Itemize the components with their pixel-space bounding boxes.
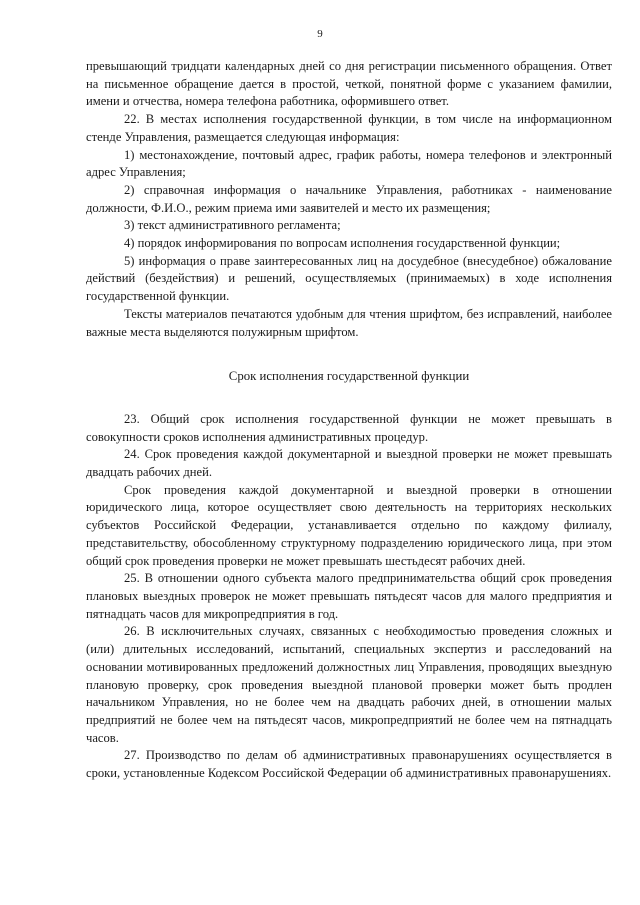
paragraph-continuation: превышающий тридцати календарных дней со дня регистрации письменного обращения. Ответ на письменное обращение дается в простой, четкой, понятной форме с указанием фамилии, имени и отчества, номера телефона работника, оформившего ответ. [86, 59, 612, 109]
list-item-3: 3) текст административного регламента; [124, 218, 341, 233]
list-item-4: 4) порядок информирования по вопросам исполнения государственной функции; [124, 236, 561, 251]
list-item-2: 2) справочная информация о начальнике Управления, работниках - наименование должности, Ф.И.О., режим приема ими заявителей и место их размещения; [86, 182, 612, 215]
list-item-5: 5) информация о праве заинтересованных лиц на досудебное (внесудебное) обжалование действий (бездействия) и решений, осуществляемых (принимаемых) в ходе исполнения государственной функции. [86, 253, 612, 304]
paragraph-23: 23. Общий срок исполнения государственной функции не может превышать в совокупности сроков исполнения административных процедур. [86, 411, 612, 444]
paragraph-texts: Тексты материалов печатаются удобным для чтения шрифтом, без исправлений, наиболее важные места выделяются полужирным шрифтом. [86, 306, 612, 339]
list-item-1: 1) местонахождение, почтовый адрес, график работы, номера телефонов и электронный адрес Управления; [86, 147, 612, 180]
paragraph-22: 22. В местах исполнения государственной функции, в том числе на информационном стенде Управления, размещается следующая информация: [86, 112, 612, 144]
paragraph-26: 26. В исключительных случаях, связанных с необходимостью проведения сложных и (или) длительных исследований, испытаний, специальных экспертиз и расследований на основании мотивированных предложений должностных лиц Управления, проводящих выездную плановую проверку, срок проведения выездной плановой проверки может быть продлен начальником Управления, но не более чем на двадцать рабочих дней, в отношении малых предприятий не более чем на пятьдесят часов, микропредприятий не более чем на пятнадцать часов. [86, 624, 612, 745]
section-heading: Срок исполнения государственной функции [228, 369, 470, 384]
page-number: 9 [317, 28, 323, 40]
paragraph-27: 27. Производство по делам об административных правонарушениях осуществляется в сроки, установленные Кодексом Российской Федерации об административных правонарушениях. [86, 748, 612, 781]
document-body [86, 58, 612, 783]
paragraph-24-continued: Срок проведения каждой документарной и выездной проверки в отношении юридического лица, которое осуществляет свою деятельность на территориях нескольких субъектов Российской Федерации, устанавливается отдельно по каждому филиалу, представительству, обособленному структурному подразделению юридического лица, при этом общий срок проведения проверки не может превышать шестьдесят рабочих дней. [86, 482, 612, 568]
paragraph-24: 24. Срок проведения каждой документарной и выездной проверки не может превышать двадцать рабочих дней. [86, 447, 612, 480]
paragraph-25: 25. В отношении одного субъекта малого предпринимательства общий срок проведения плановых выездных проверок не может превышать пятьдесят часов для малого предприятия и пятнадцать часов для микропредприятия в год. [86, 571, 612, 621]
